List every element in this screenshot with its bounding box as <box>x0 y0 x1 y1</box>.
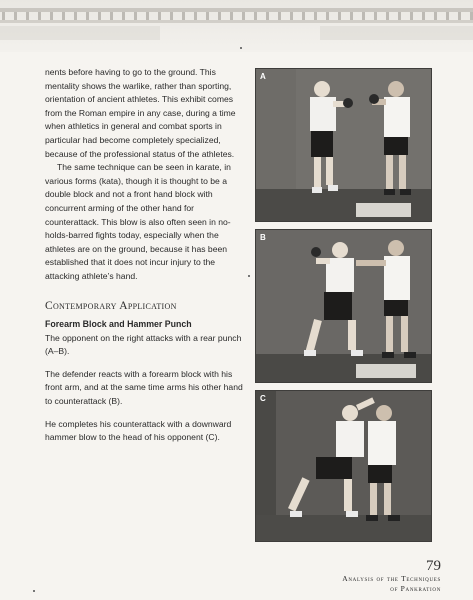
running-footer-line2: of Pankration <box>390 584 441 593</box>
body-text-column <box>45 66 248 445</box>
running-footer-line1: Analysis of the Techniques <box>342 574 441 583</box>
fighters-photo-image <box>256 230 431 382</box>
section-heading: Contemporary Application <box>45 299 177 312</box>
paragraph: The defender reacts with a forearm block with his front arm, and at the same time arms his other hand to counterattack (B). <box>45 368 243 407</box>
scan-speck <box>33 590 35 592</box>
scan-speck <box>240 47 242 49</box>
photo-label: B <box>260 233 266 242</box>
photo-label: A <box>260 72 266 81</box>
photo-a <box>255 68 432 222</box>
paragraph: nents before having to go to the ground. This mentality shows the warlike, rather than sporting, orientation of ancient athletes. This exhibit comes from the Roman empire in any case, during a time when athletics in general and combat sports in particular had become completely specialized, because of the professional status of the athletes. <box>45 67 236 159</box>
sub-heading: Forearm Block and Hammer Punch <box>45 319 192 330</box>
ornamental-frieze-icon <box>0 0 473 52</box>
paragraph: The same technique can be seen in karate, in various forms (kata), though it is thought to be a double block and not a front hand block with concurrent arming of the other hand for counterattack. This blow is also often seen in no-holds-barred fights today, especially when the athletes are on the ground, because it has been established that it does not incur injury to the attacking athlete’s hand. <box>45 162 231 281</box>
photo-b <box>255 229 432 383</box>
photo-label: C <box>260 394 266 403</box>
page-number: 79 <box>426 558 441 574</box>
scan-speck <box>248 275 250 277</box>
paragraph: He completes his counterattack with a downward hammer blow to the head of his opponent (C). <box>45 418 232 443</box>
paragraph: The opponent on the right attacks with a rear punch (A–B). <box>45 332 242 357</box>
fighters-photo-image <box>256 69 431 221</box>
photo-c <box>255 390 432 542</box>
fighters-photo-image <box>256 391 431 541</box>
decorative-border <box>0 0 473 52</box>
